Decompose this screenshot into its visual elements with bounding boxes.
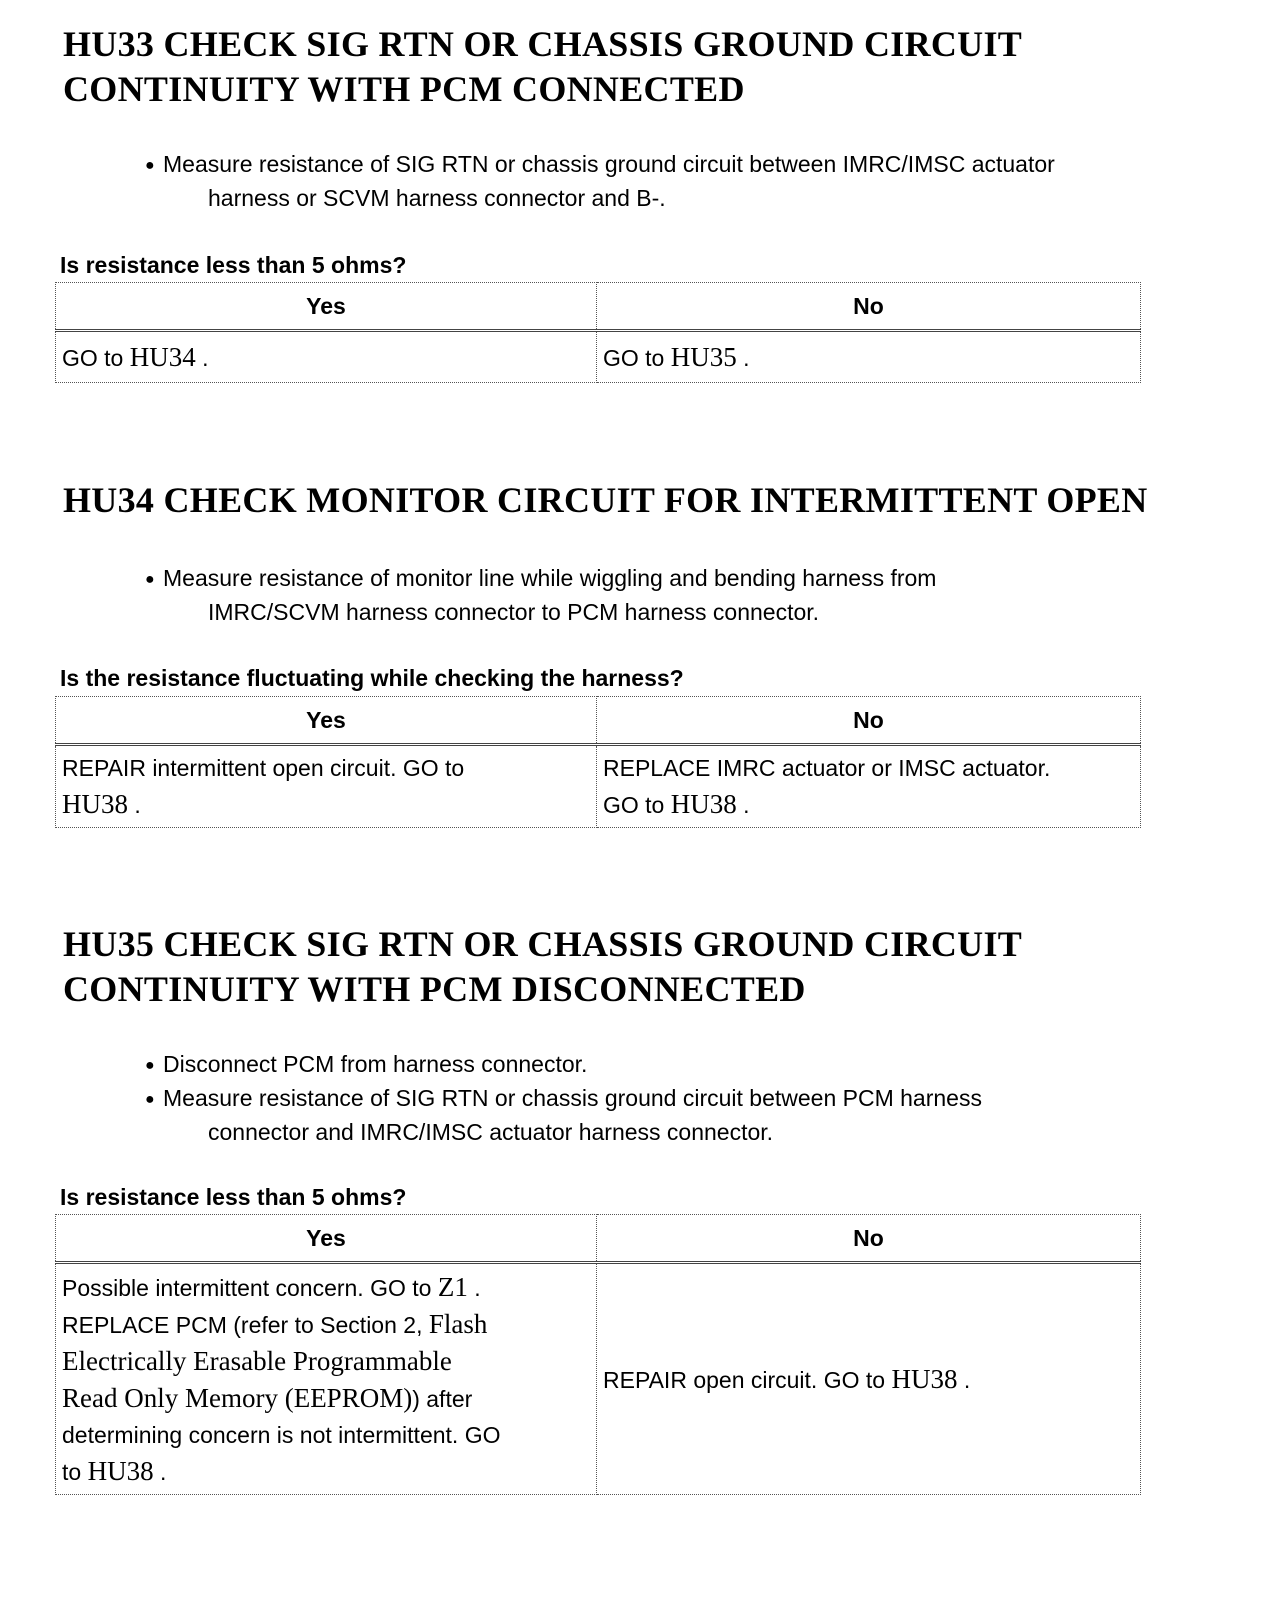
instruction-item	[145, 148, 1255, 214]
no-header: No	[597, 697, 1141, 745]
step-link-hu38[interactable]: HU38	[87, 1455, 154, 1486]
cell-text: REPLACE PCM (refer to Section 2,	[62, 1311, 429, 1338]
question: Is resistance less than 5 ohms?	[60, 1184, 407, 1210]
yes-header: Yes	[56, 697, 597, 745]
step-link-hu38[interactable]: HU38	[62, 789, 128, 819]
step-link-hu35[interactable]: HU35	[670, 341, 737, 372]
yes-cell	[56, 331, 597, 383]
table-header-row	[56, 1215, 1141, 1263]
cell-text: .	[128, 792, 141, 818]
no-cell	[597, 745, 1141, 828]
step-link-hu38[interactable]: HU38	[670, 789, 737, 819]
instruction-text: Disconnect PCM from harness connector.	[163, 1051, 588, 1077]
instruction-text: Measure resistance of SIG RTN or chassis ground circuit between IMRC/IMSC actuator	[163, 151, 1055, 177]
bullet-dot-icon: ●	[145, 571, 155, 588]
instruction-text: harness or SCVM harness connector and B-.	[208, 185, 666, 211]
cell-text: GO to	[603, 792, 671, 818]
cell-text: GO to	[603, 344, 671, 371]
section-link-flash-eeprom[interactable]: Read Only Memory (EEPROM)	[62, 1382, 413, 1413]
bullet-dot-icon: ●	[145, 1091, 155, 1108]
cell-text: to	[62, 1458, 88, 1485]
step-link-hu38[interactable]: HU38	[891, 1363, 958, 1394]
yes-cell	[56, 745, 597, 828]
table-header-row	[56, 697, 1141, 745]
bullet-dot-icon: ●	[145, 157, 155, 174]
cell-text: .	[736, 792, 750, 818]
question: Is resistance less than 5 ohms?	[60, 252, 407, 278]
no-header: No	[597, 1215, 1141, 1263]
step-title	[63, 922, 1253, 1012]
instruction-text: Measure resistance of monitor line while wiggling and bending harness from	[163, 565, 937, 591]
cell-text: REPAIR intermittent open circuit. GO to	[62, 755, 465, 781]
table-row	[56, 745, 1141, 828]
section-link-flash-eeprom[interactable]: Flash	[428, 1308, 488, 1339]
instruction-item	[145, 1048, 1255, 1082]
yes-cell	[56, 1263, 597, 1495]
answer-table	[55, 696, 1141, 828]
yes-header: Yes	[56, 1215, 597, 1263]
cell-text: .	[153, 1458, 167, 1485]
step-title-line: CONTINUITY WITH PCM DISCONNECTED	[63, 969, 806, 1009]
step-title	[63, 478, 1253, 523]
no-header: No	[597, 283, 1141, 331]
instruction-text: IMRC/SCVM harness connector to PCM harness connector.	[208, 599, 820, 625]
cell-text: REPAIR open circuit. GO to	[603, 1366, 892, 1393]
question: Is the resistance fluctuating while checking the harness?	[60, 665, 684, 691]
cell-text: .	[467, 1274, 481, 1301]
no-cell	[597, 331, 1141, 383]
bullet-dot-icon: ●	[145, 1057, 155, 1074]
instruction-list	[145, 562, 1255, 628]
cell-text: REPLACE IMRC actuator or IMSC actuator.	[603, 755, 1051, 781]
section-link-flash-eeprom[interactable]: Electrically Erasable Programmable	[62, 1345, 452, 1376]
instruction-text: Measure resistance of SIG RTN or chassis ground circuit between PCM harness	[163, 1085, 982, 1111]
table-row	[56, 331, 1141, 383]
table-header-row	[56, 283, 1141, 331]
cell-text: .	[736, 344, 750, 371]
step-title-line: HU33 CHECK SIG RTN OR CHASSIS GROUND CIRCUIT	[63, 24, 1023, 64]
yes-header: Yes	[56, 283, 597, 331]
answer-table	[55, 282, 1141, 383]
instruction-text: connector and IMRC/IMSC actuator harness connector.	[208, 1119, 774, 1145]
instruction-list	[145, 148, 1255, 214]
cell-text: determining concern is not intermittent. GO	[62, 1421, 501, 1448]
cell-text: GO to	[62, 344, 130, 371]
step-link-z1[interactable]: Z1	[437, 1271, 468, 1302]
instruction-item	[145, 562, 1255, 628]
cell-text: .	[957, 1366, 971, 1393]
answer-table	[55, 1214, 1141, 1495]
instruction-list	[145, 1048, 1255, 1148]
step-link-hu34[interactable]: HU34	[129, 341, 196, 372]
cell-text: ) after	[412, 1385, 473, 1412]
instruction-item	[145, 1082, 1255, 1148]
table-row	[56, 1263, 1141, 1495]
step-title-line: HU34 CHECK MONITOR CIRCUIT FOR INTERMITTENT OPEN	[63, 480, 1148, 520]
no-cell	[597, 1263, 1141, 1495]
cell-text: .	[195, 344, 209, 371]
step-title-line: CONTINUITY WITH PCM CONNECTED	[63, 69, 745, 109]
step-title-line: HU35 CHECK SIG RTN OR CHASSIS GROUND CIRCUIT	[63, 924, 1023, 964]
cell-text: Possible intermittent concern. GO to	[62, 1274, 438, 1301]
step-title	[63, 22, 1253, 112]
